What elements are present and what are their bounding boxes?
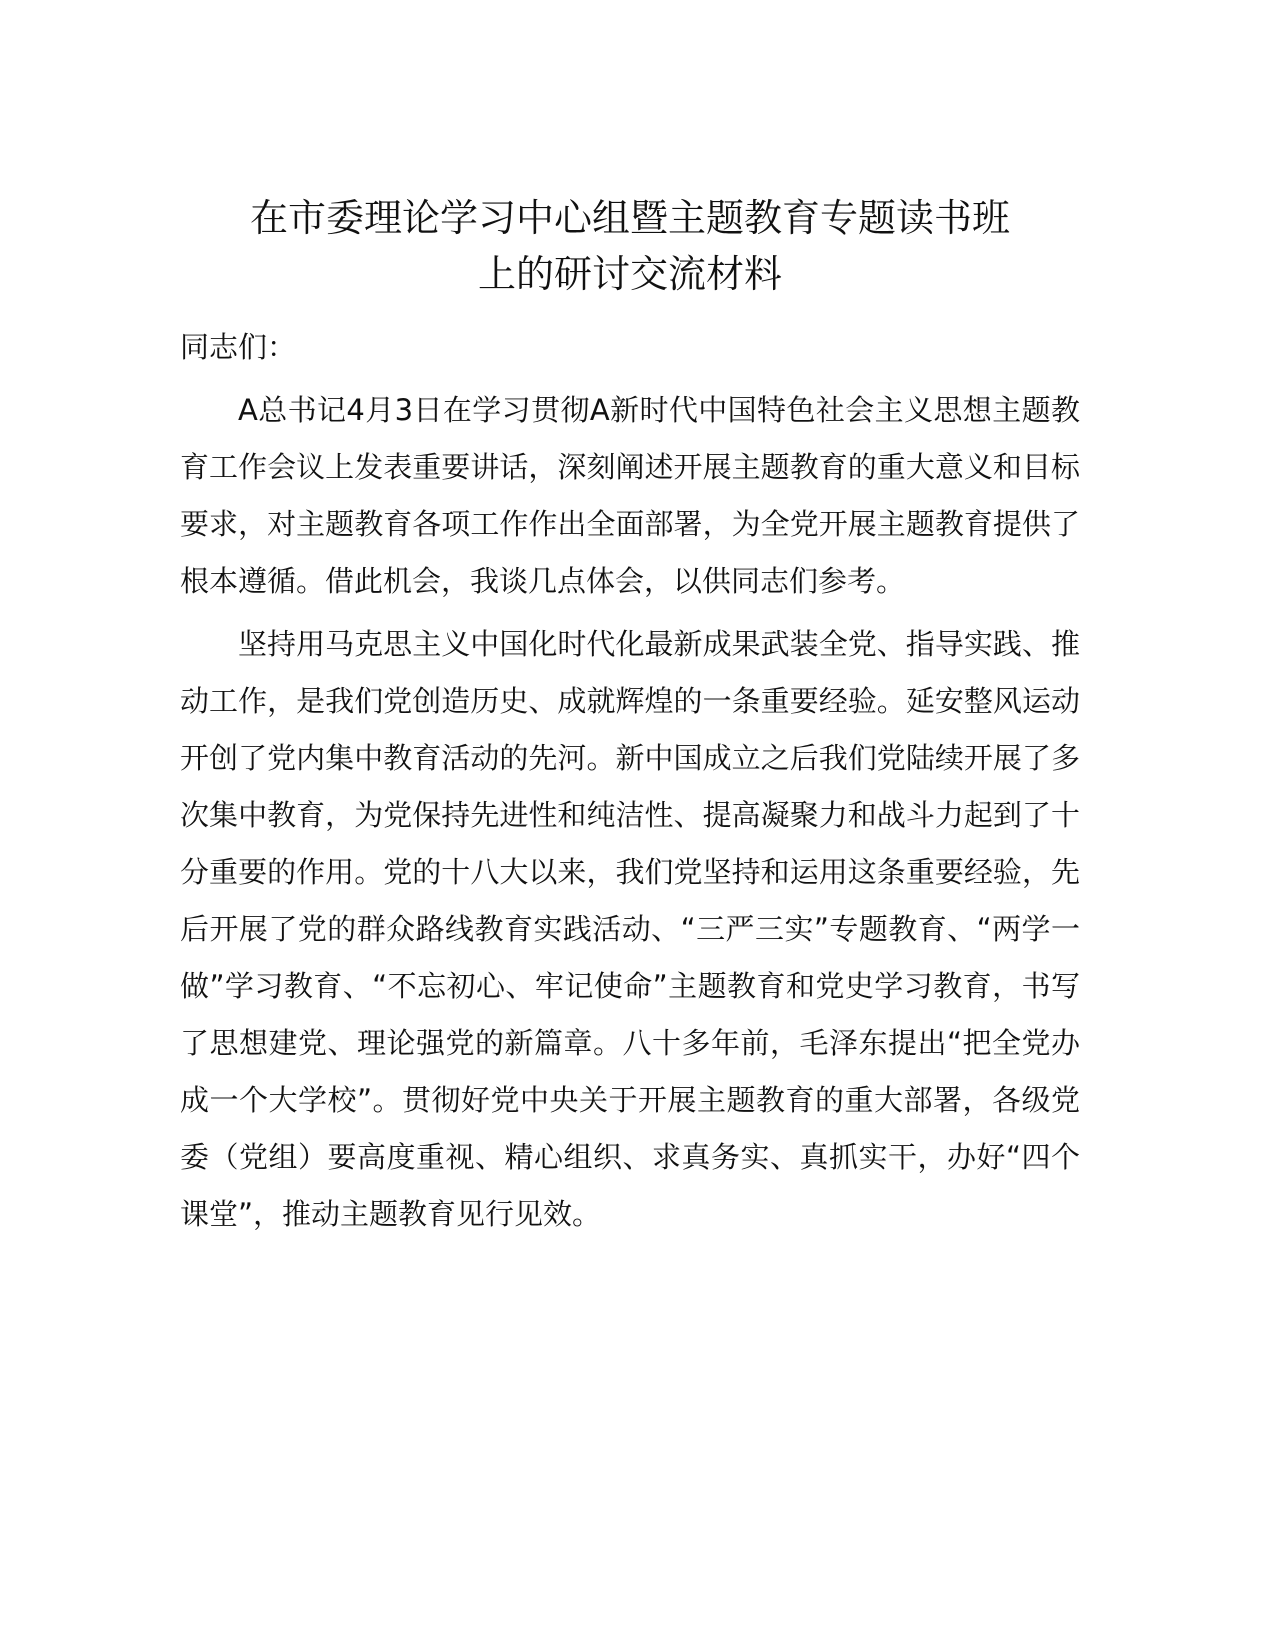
title-line-2: 上的研讨交流材料	[477, 252, 782, 296]
document-page	[180, 190, 1080, 1243]
paragraph-1: A总书记4月3日在学习贯彻A新时代中国特色社会主义思想主题教育工作会议上发表重要讲话，深刻阐述开展主题教育的重大意义和目标要求，对主题教育各项工作作出全面部署，为全党开展主题教育提供了根本遵循。借此机会，我谈几点体会，以供同志们参考。	[180, 393, 1080, 598]
salutation: 同志们：	[180, 330, 297, 364]
document-title	[180, 190, 1080, 302]
title-line-1: 在市委理论学习中心组暨主题教育专题读书班	[249, 196, 1010, 240]
paragraph-2: 坚持用马克思主义中国化时代化最新成果武装全党、指导实践、推动工作，是我们党创造历史、成就辉煌的一条重要经验。延安整风运动开创了党内集中教育活动的先河。新中国成立之后我们党陆续开展了多次集中教育，为党保持先进性和纯洁性、提高凝聚力和战斗力起到了十分重要的作用。党的十八大以来，我们党坚持和运用这条重要经验，先后开展了党的群众路线教育实践活动、“三严三实”专题教育、“两学一做”学习教育、“不忘初心、牢记使命”主题教育和党史学习教育，书写了思想建党、理论强党的新篇章。八十多年前，毛泽东提出“把全党办成一个大学校”。贯彻好党中央关于开展主题教育的重大部署，各级党委（党组）要高度重视、精心组织、求真务实、真抓实干，办好“四个课堂”，推动主题教育见行见效。	[180, 627, 1080, 1231]
